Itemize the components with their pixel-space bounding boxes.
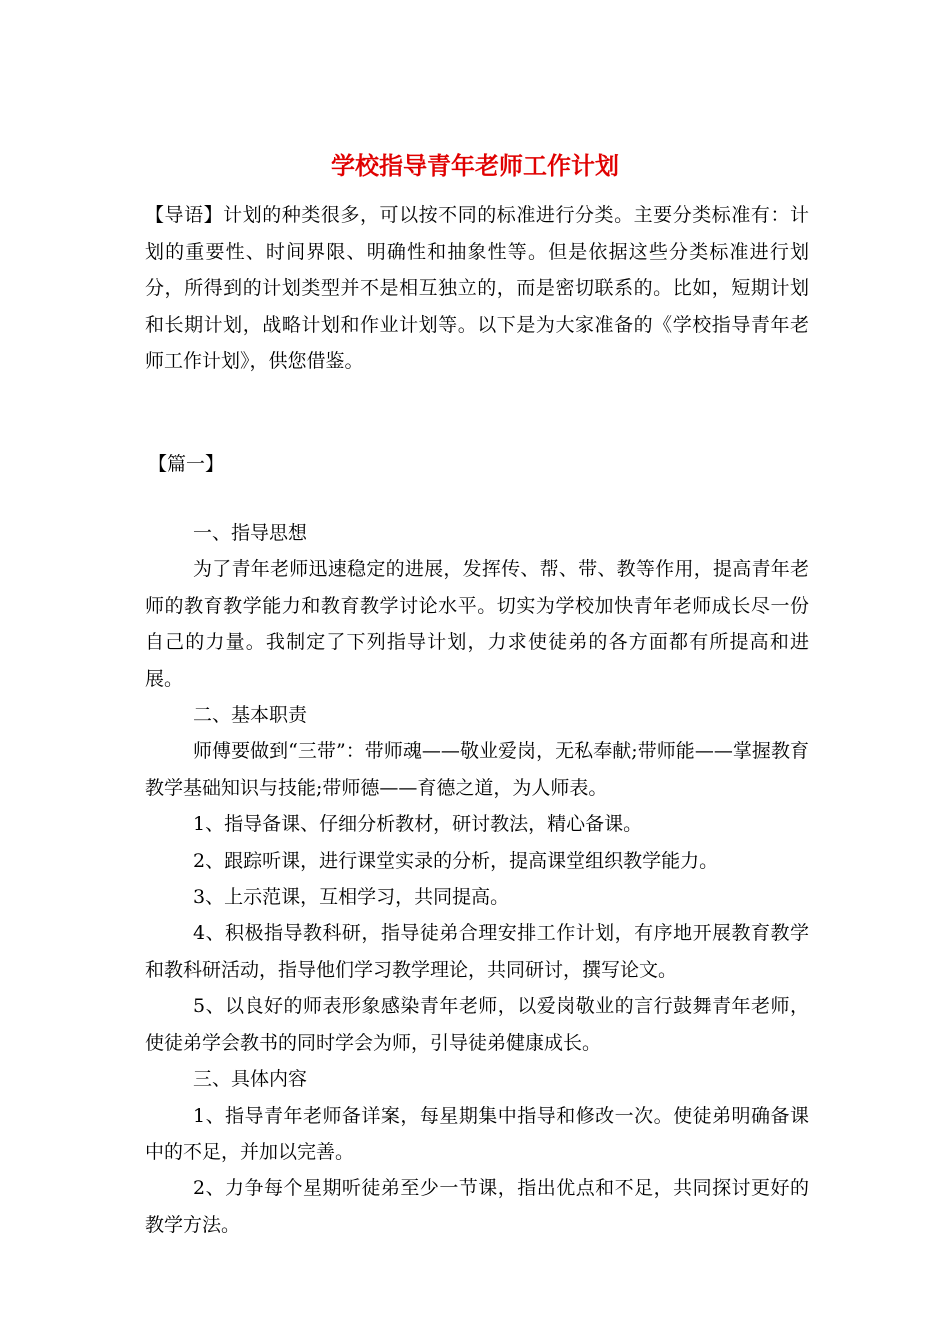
list-item-duty-2: 2、跟踪听课，进行课堂实录的分析，提高课堂组织教学能力。 bbox=[193, 849, 719, 872]
document-title: 学校指导青年老师工作计划 bbox=[331, 152, 619, 180]
heading-specific-content: 三、具体内容 bbox=[193, 1068, 308, 1091]
section-heading: 【篇一】 bbox=[148, 453, 225, 475]
paragraph-guiding-idea: 为了青年老师迅速稳定的进展，发挥传、帮、带、教等作用，提高青年老师的教育教学能力和教育教学讨论水平。切实为学校加快青年老师成长尽一份自己的力量。我制定了下列指导计划，力求使徒弟的各方面都有所提高和进展。 bbox=[145, 558, 809, 690]
paragraph-three-bands: 师傅要做到“三带”：带师魂——敬业爱岗，无私奉献;带师能——掌握教育教学基础知识与技能;带师德——育德之道，为人师表。 bbox=[145, 740, 809, 799]
heading-guiding-idea: 一、指导思想 bbox=[193, 522, 308, 544]
heading-basic-duties: 二、基本职责 bbox=[193, 704, 308, 727]
intro-paragraph: 【导语】计划的种类很多，可以按不同的标准进行分类。主要分类标准有：计划的重要性、时间界限、明确性和抽象性等。但是依据这些分类标准进行划分，所得到的计划类型并不是相互独立的，而是密切联系的。比如，短期计划和长期计划，战略计划和作业计划等。以下是为大家准备的《学校指导青年老师工作计划》，供您借鉴。 bbox=[145, 204, 809, 372]
list-item-content-2: 2、力争每个星期听徒弟至少一节课，指出优点和不足，共同探讨更好的教学方法。 bbox=[145, 1177, 809, 1236]
list-item-duty-4: 4、积极指导教科研，指导徒弟合理安排工作计划，有序地开展教育教学和教科研活动，指导他们学习教学理论，共同研讨，撰写论文。 bbox=[145, 922, 809, 981]
list-item-content-1: 1、指导青年老师备详案，每星期集中指导和修改一次。使徒弟明确备课中的不足，并加以完善。 bbox=[145, 1104, 809, 1163]
list-item-duty-1: 1、指导备课、仔细分析教材，研讨教法，精心备课。 bbox=[193, 813, 643, 836]
list-item-duty-5: 5、以良好的师表形象感染青年老师，以爱岗敬业的言行鼓舞青年老师，使徒弟学会教书的同时学会为师，引导徒弟健康成长。 bbox=[145, 995, 809, 1054]
list-item-duty-3: 3、上示范课，互相学习，共同提高。 bbox=[193, 886, 510, 909]
document-body bbox=[145, 515, 809, 1243]
